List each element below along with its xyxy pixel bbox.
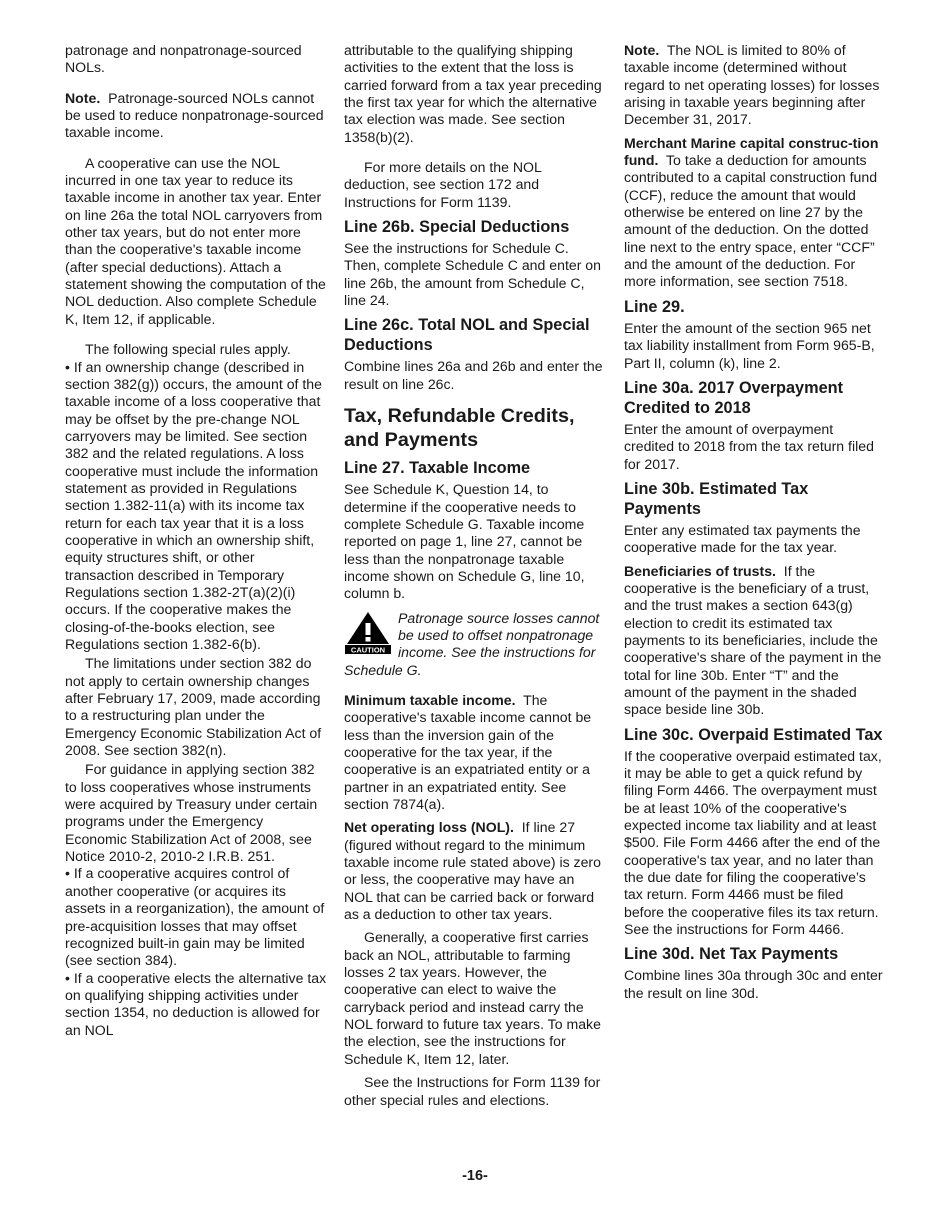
heading-line-27: Line 27. Taxable Income [344,459,531,478]
nol-paragraph [344,819,606,923]
paragraph: If the cooperative overpaid estimated tax, it may be able to get a quick refund by filing Form 4466. The overpayment must be at least 10% of the cooperative's expected income tax liability and at least $500. File Form 4466 after the end of the cooperative's tax year, and no later than the due date for filing the cooperative’s tax return. Form 4466 must be filed before the cooperative files its tax return. See the instructions for Form 4466. [624,747,882,938]
heading-line-30c: Line 30c. Overpaid Estimated Tax [624,725,883,744]
paragraph: attributable to the qualifying shipping activities to the extent that the loss is carried forward from a tax year preceding the first tax year for which the alternative tax election was made. See section 1358(b)(2). [344,42,602,145]
bullet-text: If a cooperative acquires control of another cooperative (or acquires its assets in a reorganization), the amount of pre-acquisition losses that may offset recognized built-in gain may be limited (see section 384). [65,865,325,969]
heading-line-30a: Line 30a. 2017 Overpayment Credited to 2018 [624,378,844,417]
heading-line-30d: Line 30d. Net Tax Payments [624,945,839,964]
bullet-item [65,359,327,654]
ccf-paragraph [624,135,886,291]
note-text: The NOL is limited to 80% of taxable income (determined without regard to net operating losses) for losses arising in taxable years beginning after December 31, 2017. [624,42,880,128]
paragraph-text: If the cooperative is the beneficiary of a trust, and the trust makes a section 643(g) election to credit its estimated tax payments to its beneficiaries, include the cooperative's share of the payment in the total for line 30b. Enter “T” and the amount of the payment in the shaded space beside line 30b. [624,562,882,718]
bold-label: Merchant Marine capital construc-tion fund. [624,134,879,169]
bullet-item [65,865,327,969]
paragraph: The limitations under section 382 do not apply to certain ownership changes after February 17, 2009, made according to a restructuring plan under the Emergency Economic Stabilization Act of 2008. See section 382(n). [65,655,322,759]
heading-line-30b: Line 30b. Estimated Tax Payments [624,479,809,518]
paragraph: Generally, a cooperative first carries back an NOL, attributable to farming losses 2 tax years. However, the cooperative can elect to waive the carryback period and instead carry the NOL forward to future tax years. To make the election, see the instructions for Schedule K, Item 12, later. [344,929,601,1067]
column-left [65,42,327,1039]
bold-label: Beneficiaries of trusts. [624,562,776,579]
paragraph: Enter the amount of overpayment credited to 2018 from the tax return filed for 2017. [624,420,874,472]
paragraph: A cooperative can use the NOL incurred in one tax year to reduce its taxable income in another tax year. Enter on line 26a the total NOL carryovers from other tax years, but do not enter more than the cooperative's taxable income (after special deductions). Attach a statement showing the computation of the NOL deduction. Also complete Schedule K, Item 12, if applicable. [65,154,326,327]
paragraph: Enter any estimated tax payments the cooperative made for the tax year. [624,521,861,556]
note-label: Note. [624,42,660,58]
caution-icon [344,610,392,655]
bullet-icon: • [65,865,70,882]
paragraph: See Schedule K, Question 14, to determine if the cooperative needs to complete Schedule G. Taxable income reported on page 1, line 27, cannot be less than the nonpatronage taxable income shown on Schedule G, line 10, column b. [344,481,585,602]
paragraph-text: To take a deduction for amounts contributed to a capital construction fund (CCF), reduce the amount that would otherwise be entered on line 27 by the amount of the deduction. On the dotted line next to the entry space, enter “CCF” and the amount of the deduction. For more information, see section 7518. [624,152,878,290]
bullet-item [65,970,327,1039]
paragraph: For more details on the NOL deduction, see section 172 and Instructions for Form 1139. [344,159,542,210]
paragraph: Combine lines 26a and 26b and enter the result on line 26c. [344,358,603,392]
bold-label: Minimum taxable income. [344,691,516,708]
paragraph: See the Instructions for Form 1139 for other special rules and elections. [344,1074,601,1108]
bullet-icon: • [65,969,70,986]
page-number: -16- [462,1168,488,1184]
paragraph-text: The cooperative's taxable income cannot be less than the inversion gain of the cooperative for the tax year, if the cooperative is an expatriated entity or a partner in an expatriated entity. See section 7874(a). [344,691,592,812]
paragraph: Combine lines 30a through 30c and enter the result on line 30d. [624,967,883,1001]
min-taxable-income-paragraph [344,692,606,813]
paragraph: Enter the amount of the section 965 net tax liability installment from Form 965-B, Part II, column (k), line 2. [624,319,875,371]
paragraph: See the instructions for Schedule C. Then, complete Schedule C and enter on line 26b, the amount from Schedule C, line 24. [344,240,601,309]
note-text: Patronage-sourced NOLs cannot be used to reduce nonpatronage-sourced taxable income. [65,89,324,141]
note-paragraph [65,90,327,142]
bullet-text: If a cooperative elects the alternative tax on qualifying shipping activities under section 1354, no deduction is allowed for an NOL [65,969,327,1038]
note-label: Note. [65,89,101,106]
beneficiaries-paragraph [624,563,886,719]
bullet-text: If an ownership change (described in section 382(g)) occurs, the amount of the taxable income of a loss cooperative that may be offset by the pre-change NOL carryovers may be limited. See section 382 and the related regulations. A loss cooperative must include the information statement as provided in Regulations section 1.382-11(a) with its income tax return for each tax year that it is a loss cooperative in which an ownership shift, equity structures shift, or other transaction described in Temporary Regulations section 1.382-2T(a)(2)(i) occurs. If the cooperative makes the closing-of-the-books election, see Regulations section 1.382-6(b). [65,358,322,652]
paragraph: patronage and nonpatronage-sourced NOLs. [65,42,302,76]
paragraph: For guidance in applying section 382 to loss cooperatives whose instruments were acquired by Treasury under certain programs under the Emergency Economic Stabilization Act of 2008, see Notice 2010-2, 2010-2 I.R.B. 251. [65,761,318,865]
column-right [624,42,886,1002]
heading-line-26c: Line 26c. Total NOL and Special Deductions [344,316,590,355]
heading-line-29: Line 29. [624,297,685,316]
bold-label: Net operating loss (NOL). [344,819,514,836]
section-heading: Tax, Refundable Credits, and Payments [344,405,575,451]
paragraph: The following special rules apply. [85,341,291,358]
note-paragraph [624,42,886,129]
paragraph-text: If line 27 (figured without regard to the minimum taxable income rule stated above) is zero or less, the cooperative may have an NOL that can be carried back or forward as a deduction to other tax years. [344,819,601,923]
heading-line-26b: Line 26b. Special Deductions [344,218,570,237]
bullet-icon: • [65,358,70,375]
caution-text: Patronage source losses cannot be used to offset nonpatronage income. See the instructions for Schedule G. [344,609,600,678]
caution-icon-label: CAUTION [350,645,386,655]
column-middle [344,42,606,1109]
caution-box [344,610,606,679]
